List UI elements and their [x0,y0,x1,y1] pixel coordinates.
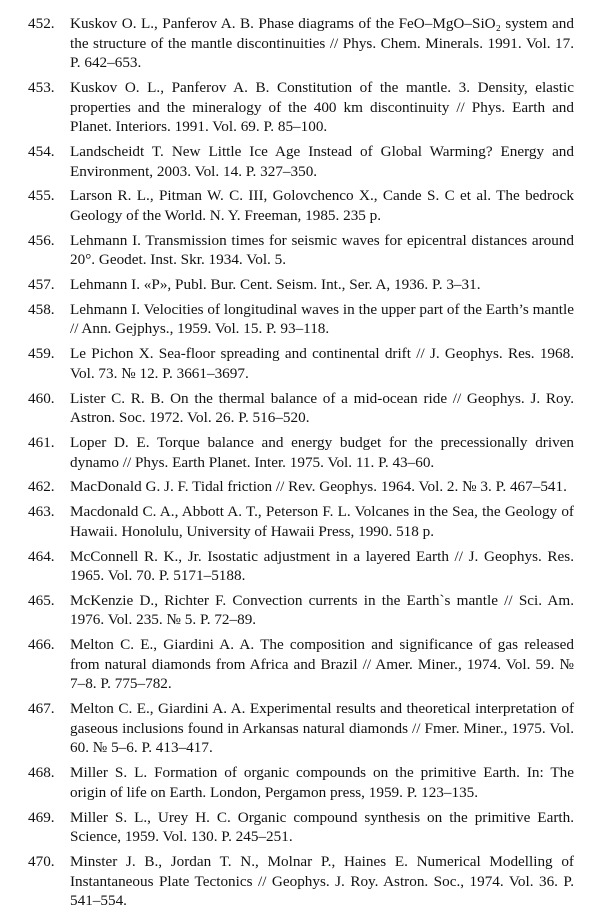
reference-number: 470. [28,852,55,870]
reference-item [20,142,574,181]
reference-text: Lehmann I. Transmission times for seismic waves for epicentral distances around 20°. Geodet. Inst. Skr. 1934. Vol. 5. [70,231,574,269]
reference-text: Kuskov O. L., Panferov A. B. Constitution of the mantle. 3. Density, elastic properties and the mineralogy of the 400 km discontinuity // Phys. Earth and Planet. Interiors. 1991. Vol. 69. P. 85–100. [70,78,574,136]
reference-text: Melton C. E., Giardini A. A. Experimental results and theoretical interpretation of gaseous inclusions found in Arkansas natural diamonds // Fmer. Miner., 1975. Vol. 60. № 5–6. P. 413–417. [70,700,574,757]
reference-number: 459. [28,345,55,363]
reference-item [20,344,574,383]
reference-number: 455. [28,187,55,205]
reference-text: Lister C. R. B. On the thermal balance of a mid-ocean ride // Geophys. J. Roy. Astron. Soc. 1972. Vol. 26. P. 516–520. [70,389,574,427]
reference-number: 456. [28,231,55,249]
reference-text: McKenzie D., Richter F. Convection currents in the Earth`s mantle // Sci. Am. 1976. Vol. 235. № 5. P. 72–89. [70,591,574,629]
reference-number: 457. [28,276,55,294]
reference-item [20,635,574,694]
reference-text: Macdonald C. A., Abbott A. T., Peterson F. L. Volcanes in the Sea, the Geology of Hawaii. Honolulu, University of Hawaii Press, 1990. 518 p. [70,503,574,540]
reference-item [20,808,574,847]
reference-item [20,477,574,497]
reference-number: 468. [28,764,55,782]
reference-number: 465. [28,591,55,609]
reference-text: Miller S. L., Urey H. C. Organic compound synthesis on the primitive Earth. Science, 1959. Vol. 130. P. 245–251. [70,808,574,846]
reference-item [20,547,574,586]
reference-list [20,14,574,911]
reference-item [20,300,574,339]
reference-item [20,78,574,137]
reference-text: MacDonald G. J. F. Tidal friction // Rev. Geophys. 1964. Vol. 2. № 3. P. 467–541. [70,478,567,496]
reference-text: Kuskov O. L., Panferov A. B. Phase diagrams of the FeO–MgO–SiO₂ system and the structure of the mantle discontinuities // Phys. Chem. Minerals. 1991. Vol. 17. P. 642–653. [70,15,574,72]
reference-number: 461. [28,433,55,451]
reference-item [20,502,574,541]
reference-number: 454. [28,142,55,160]
reference-number: 458. [28,300,55,318]
reference-text: Lehmann I. Velocities of longitudinal waves in the upper part of the Earth’s mantle // Ann. Gejphys., 1959. Vol. 15. P. 93–118. [70,300,574,338]
reference-item [20,852,574,911]
reference-text: Melton C. E., Giardini A. A. The composition and significance of gas released from natural diamonds from Africa and Brazil // Amer. Miner., 1974. Vol. 59. № 7–8. P. 775–782. [70,636,574,693]
reference-text: Le Pichon X. Sea-floor spreading and continental drift // J. Geophys. Res. 1968. Vol. 73. № 12. P. 3661–3697. [70,345,574,382]
reference-item [20,389,574,428]
reference-item [20,763,574,802]
reference-number: 466. [28,636,55,654]
reference-item [20,14,574,73]
reference-text: Miller S. L. Formation of organic compounds on the primitive Earth. In: The origin of life on Earth. London, Pergamon press, 1959. P. 123–135. [70,764,574,801]
reference-number: 464. [28,547,55,565]
reference-number: 460. [28,389,55,407]
reference-number: 467. [28,700,55,718]
reference-number: 452. [28,15,55,32]
reference-text: Lehmann I. «P», Publ. Bur. Cent. Seism. Int., Ser. A, 1936. P. 3–31. [70,276,481,294]
reference-item [20,699,574,758]
reference-number: 463. [28,503,55,521]
reference-item [20,186,574,225]
reference-item [20,275,574,295]
reference-item [20,231,574,270]
reference-number: 469. [28,808,55,826]
reference-text: Minster J. B., Jordan T. N., Molnar P., Haines E. Numerical Modelling of Instantaneous Plate Tectonics // Geophys. J. Roy. Astron. Soc., 1974. Vol. 36. P. 541–554. [70,852,574,910]
reference-item [20,433,574,472]
reference-number: 453. [28,78,55,96]
reference-item [20,591,574,630]
reference-text: Larson R. L., Pitman W. C. III, Golovchenco X., Cande S. C et al. The bedrock Geology of the World. N. Y. Freeman, 1985. 235 p. [70,187,574,224]
reference-text: Landscheidt T. New Little Ice Age Instead of Global Warming? Energy and Environment, 2003. Vol. 14. P. 327–350. [70,142,574,180]
reference-text: McConnell R. K., Jr. Isostatic adjustment in a layered Earth // J. Geophys. Res. 1965. Vol. 70. P. 5171–5188. [70,547,574,585]
reference-number: 462. [28,478,55,496]
reference-text: Loper D. E. Torque balance and energy budget for the precessionally driven dynamo // Phys. Earth Planet. Inter. 1975. Vol. 11. P. 43–60. [70,433,574,471]
